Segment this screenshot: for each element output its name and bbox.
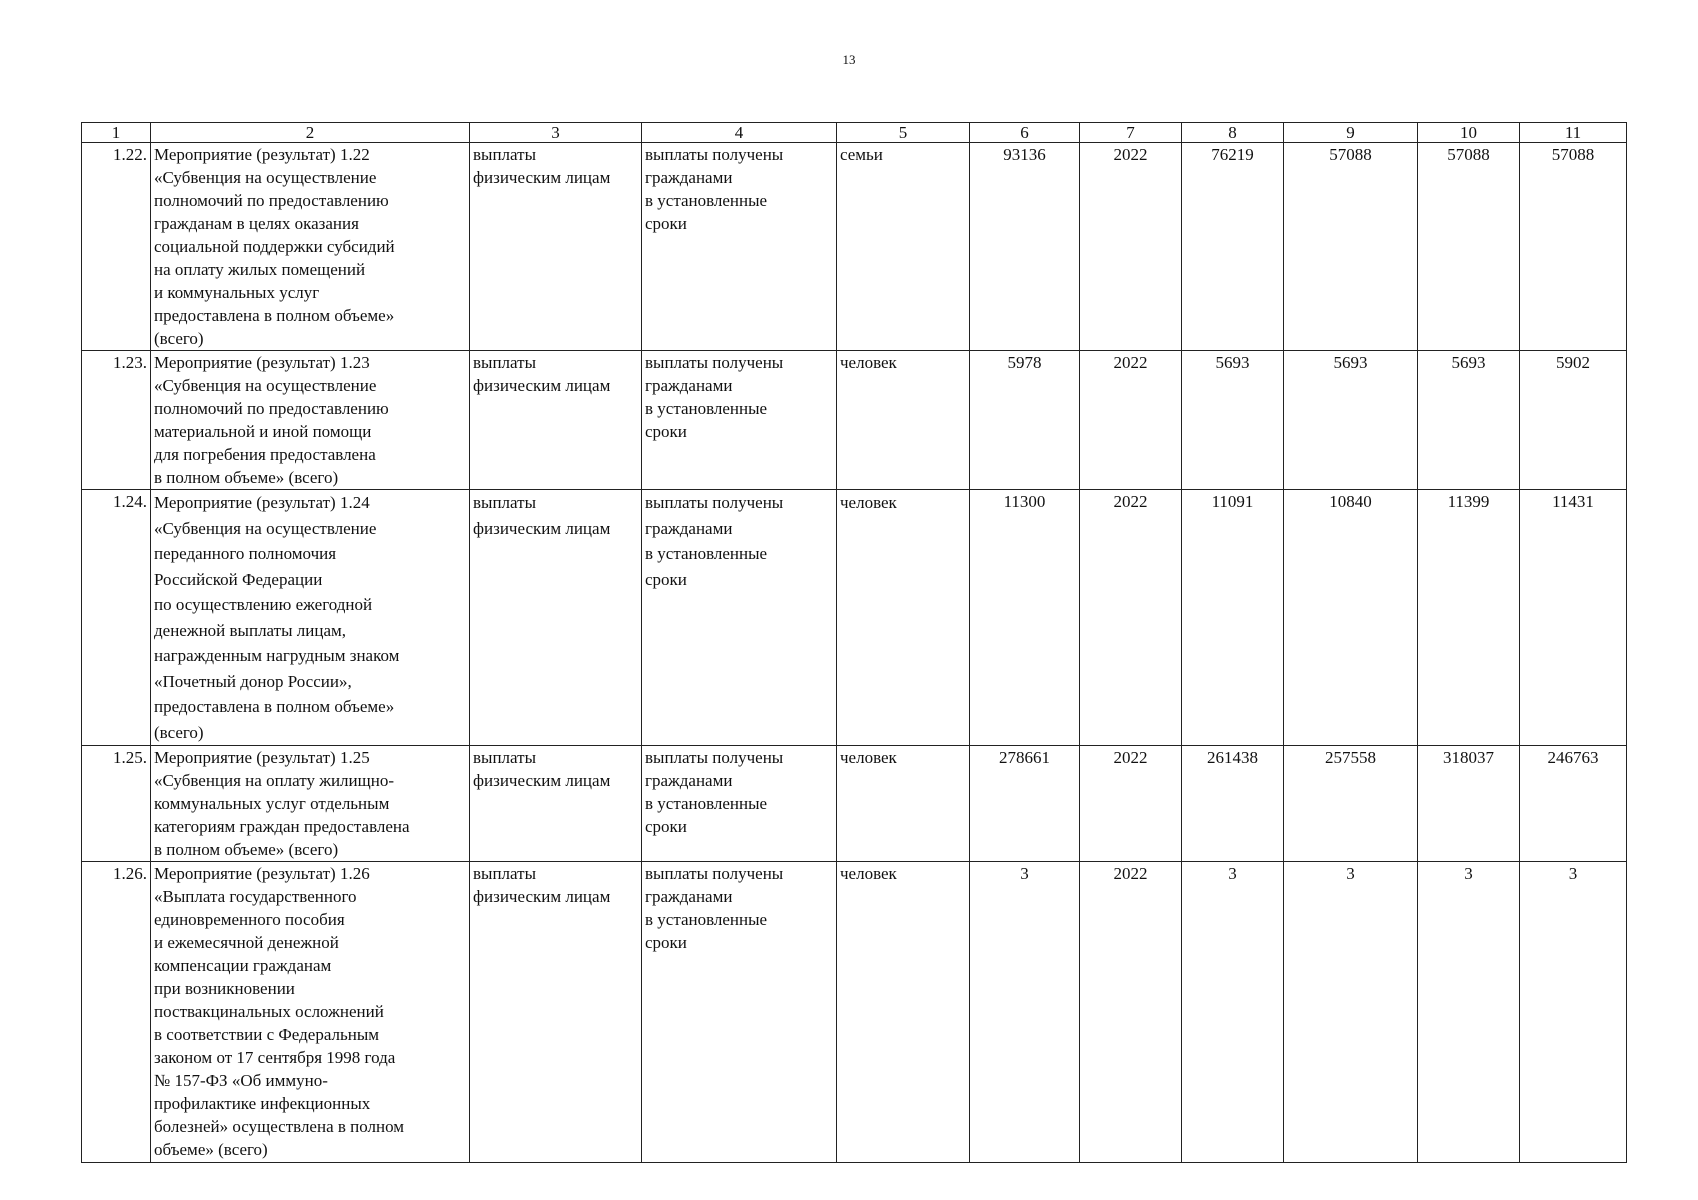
column-header: 1 [82,123,151,143]
table-row [82,490,1627,746]
unit-of-measure: человек [837,490,970,746]
column-header: 6 [970,123,1080,143]
value-col-8: 76219 [1182,143,1284,351]
unit-of-measure: человек [837,862,970,1163]
event-result: выплаты получены гражданами в установленные сроки [642,746,837,862]
row-number: 1.26. [82,862,151,1163]
value-col-6: 3 [970,862,1080,1163]
value-col-6: 93136 [970,143,1080,351]
value-col-11: 11431 [1520,490,1627,746]
unit-of-measure: человек [837,746,970,862]
table-row [82,351,1627,490]
event-description: Мероприятие (результат) 1.22 «Субвенция на осуществление полномочий по предоставлению гражданам в целях оказания социальной поддержки субсидий на оплату жилых помещений и коммунальных услуг предоставлена в полном объеме» (всего) [151,143,470,351]
value-col-8: 3 [1182,862,1284,1163]
event-result: выплаты получены гражданами в установленные сроки [642,490,837,746]
value-col-10: 318037 [1418,746,1520,862]
table-row [82,862,1627,1163]
column-header: 2 [151,123,470,143]
event-description: Мероприятие (результат) 1.23 «Субвенция на осуществление полномочий по предоставлению материальной и иной помощи для погребения предоставлена в полном объеме» (всего) [151,351,470,490]
event-type: выплаты физическим лицам [470,143,642,351]
event-result: выплаты получены гражданами в установленные сроки [642,862,837,1163]
event-result: выплаты получены гражданами в установленные сроки [642,143,837,351]
value-col-11: 57088 [1520,143,1627,351]
row-number: 1.22. [82,143,151,351]
table-row [82,746,1627,862]
event-result: выплаты получены гражданами в установленные сроки [642,351,837,490]
row-number: 1.25. [82,746,151,862]
value-col-7: 2022 [1080,351,1182,490]
column-header: 11 [1520,123,1627,143]
column-header: 9 [1284,123,1418,143]
table-row [82,143,1627,351]
value-col-10: 5693 [1418,351,1520,490]
value-col-11: 5902 [1520,351,1627,490]
value-col-7: 2022 [1080,490,1182,746]
unit-of-measure: человек [837,351,970,490]
value-col-7: 2022 [1080,746,1182,862]
indicators-table [81,122,1627,1163]
event-description: Мероприятие (результат) 1.24 «Субвенция на осуществление переданного полномочия Российской Федерации по осуществлению ежегодной денежной выплаты лицам, награжденным нагрудным знаком «Почетный донор России», предоставлена в полном объеме» (всего) [151,490,470,746]
column-header: 3 [470,123,642,143]
value-col-7: 2022 [1080,143,1182,351]
value-col-10: 11399 [1418,490,1520,746]
event-type: выплаты физическим лицам [470,746,642,862]
value-col-8: 11091 [1182,490,1284,746]
unit-of-measure: семьи [837,143,970,351]
value-col-11: 3 [1520,862,1627,1163]
column-header: 7 [1080,123,1182,143]
value-col-7: 2022 [1080,862,1182,1163]
value-col-6: 5978 [970,351,1080,490]
event-description: Мероприятие (результат) 1.25 «Субвенция на оплату жилищно- коммунальных услуг отдельным категориям граждан предоставлена в полном объеме» (всего) [151,746,470,862]
value-col-9: 5693 [1284,351,1418,490]
value-col-6: 11300 [970,490,1080,746]
value-col-9: 257558 [1284,746,1418,862]
value-col-10: 3 [1418,862,1520,1163]
event-type: выплаты физическим лицам [470,490,642,746]
page-number: 13 [842,52,856,67]
value-col-9: 10840 [1284,490,1418,746]
event-description: Мероприятие (результат) 1.26 «Выплата государственного единовременного пособия и ежемесячной денежной компенсации гражданам при возникновении поствакцинальных осложнений в соответствии с Федеральным законом от 17 сентября 1998 года № 157-ФЗ «Об иммуно- профилактике инфекционных болезней» осуществлена в полном объеме» (всего) [151,862,470,1163]
value-col-8: 5693 [1182,351,1284,490]
value-col-9: 3 [1284,862,1418,1163]
column-number-header-row [82,123,1627,143]
row-number: 1.24. [82,490,151,746]
value-col-10: 57088 [1418,143,1520,351]
event-type: выплаты физическим лицам [470,351,642,490]
value-col-9: 57088 [1284,143,1418,351]
row-number: 1.23. [82,351,151,490]
column-header: 4 [642,123,837,143]
column-header: 8 [1182,123,1284,143]
value-col-11: 246763 [1520,746,1627,862]
event-type: выплаты физическим лицам [470,862,642,1163]
column-header: 10 [1418,123,1520,143]
column-header: 5 [837,123,970,143]
value-col-6: 278661 [970,746,1080,862]
value-col-8: 261438 [1182,746,1284,862]
